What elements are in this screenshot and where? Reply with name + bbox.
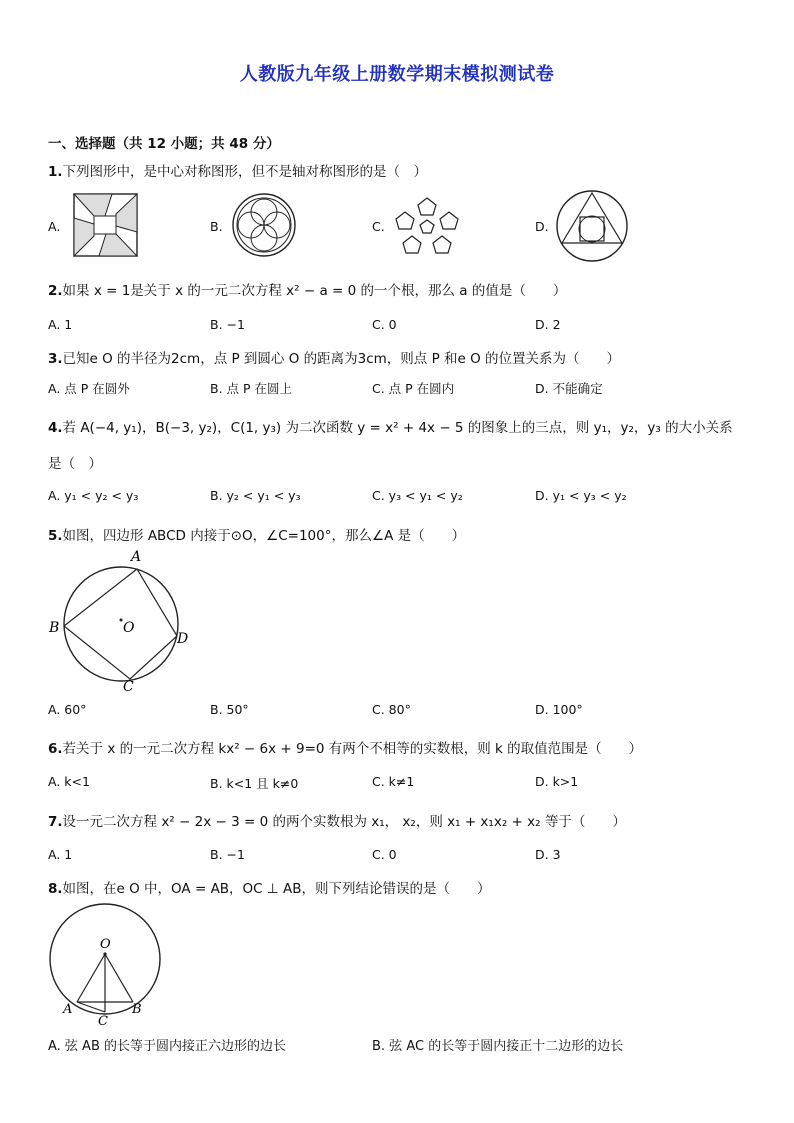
option-b: B. −1	[210, 317, 245, 332]
option-d: D. 3	[535, 847, 561, 862]
figure-circle-petals	[230, 192, 298, 258]
figure-circle-triangle-square	[554, 189, 630, 263]
option-b: B. k<1 且 k≠0	[210, 776, 299, 791]
question-text: 设一元二次方程 x² − 2x − 3 = 0 的两个实数根为 x₁， x₂，则 x₁ + x₁x₂ + x₂ 等于（ ）	[62, 814, 626, 830]
question-4	[48, 416, 733, 436]
label-o: O	[100, 937, 111, 952]
option-d: D. 不能确定	[535, 381, 603, 396]
question-number: 6.	[48, 741, 63, 757]
question-text: 若关于 x 的一元二次方程 kx² − 6x + 9=0 有两个不相等的实数根，则 k 的取值范围是（ ）	[62, 741, 643, 757]
label-o: O	[123, 620, 135, 636]
option-b: B. 弦 AC 的长等于圆内接正十二边形的边长	[372, 1039, 624, 1054]
option-d: D. y₁ < y₃ < y₂	[535, 488, 627, 503]
option-c: C. 0	[372, 847, 397, 862]
label-a: A	[63, 1002, 73, 1017]
question-number: 1.	[48, 164, 63, 180]
option-c: C. 80°	[372, 702, 411, 717]
question-8	[48, 877, 490, 897]
option-d: D.	[535, 219, 549, 234]
option-c: C. y₃ < y₁ < y₂	[372, 488, 463, 503]
figure-inscribed-quadrilateral	[44, 546, 194, 694]
question-text: 如图，在e O 中，OA = AB，OC ⊥ AB，则下列结论错误的是（ ）	[62, 881, 491, 897]
label-a: A	[131, 549, 142, 565]
option-a: A. 60°	[48, 702, 87, 717]
option-b: B. 50°	[210, 702, 249, 717]
option-c: C. 0	[372, 317, 397, 332]
question-number: 7.	[48, 814, 63, 830]
question-7	[48, 810, 626, 830]
option-c: C. 点 P 在圆内	[372, 381, 455, 396]
figure-circle-chord	[44, 900, 168, 1028]
option-b: B. y₂ < y₁ < y₃	[210, 488, 301, 503]
option-b: B. 点 P 在圆上	[210, 381, 293, 396]
section-heading: 一、选择题（共 12 小题；共 48 分）	[48, 136, 280, 152]
option-c: C.	[372, 219, 385, 234]
option-b: B.	[210, 219, 223, 234]
option-b: B. −1	[210, 847, 245, 862]
question-text: 若 A(−4, y₁)，B(−3, y₂)，C(1, y₃) 为二次函数 y = x² + 4x − 5 的图象上的三点，则 y₁，y₂，y₃ 的大小关系	[62, 420, 733, 436]
question-text: 如图，四边形 ABCD 内接于⊙O，∠C=100°，那么∠A 是（ ）	[62, 528, 466, 544]
option-a: A. 点 P 在圆外	[48, 381, 130, 396]
question-4-continued: 是（ ）	[48, 456, 102, 472]
option-d: D. 100°	[535, 702, 583, 717]
question-1	[48, 160, 427, 180]
label-b: B	[49, 620, 60, 636]
question-number: 5.	[48, 528, 63, 544]
question-text: 已知e O 的半径为2cm，点 P 到圆心 O 的距离为3cm，则点 P 和e O 的位置关系为（ ）	[62, 351, 621, 367]
label-c: C	[98, 1014, 108, 1028]
question-6	[48, 737, 642, 757]
option-d: D. k>1	[535, 774, 579, 789]
figure-pinwheel-square	[72, 192, 140, 258]
option-a: A. 1	[48, 317, 73, 332]
question-number: 4.	[48, 420, 63, 436]
label-d: D	[177, 631, 189, 647]
option-a: A. k<1	[48, 774, 90, 789]
option-a: A.	[48, 219, 61, 234]
question-number: 8.	[48, 881, 63, 897]
figure-pentagon-ring	[393, 194, 461, 258]
label-b: B	[132, 1002, 142, 1017]
question-5	[48, 524, 465, 544]
option-d: D. 2	[535, 317, 561, 332]
option-a: A. 1	[48, 847, 73, 862]
question-text: 下列图形中，是中心对称图形，但不是轴对称图形的是（ ）	[62, 164, 428, 180]
label-c: C	[123, 679, 134, 694]
option-a: A. y₁ < y₂ < y₃	[48, 488, 139, 503]
question-number: 3.	[48, 351, 63, 367]
question-number: 2.	[48, 283, 63, 299]
question-text: 如果 x = 1是关于 x 的一元二次方程 x² − a = 0 的一个根，那么 a 的值是（ ）	[62, 283, 567, 299]
question-2	[48, 279, 566, 299]
option-a: A. 弦 AB 的长等于圆内接正六边形的边长	[48, 1039, 287, 1054]
page-title: 人教版九年级上册数学期末模拟测试卷	[239, 64, 555, 85]
question-3	[48, 347, 620, 367]
option-c: C. k≠1	[372, 774, 415, 789]
